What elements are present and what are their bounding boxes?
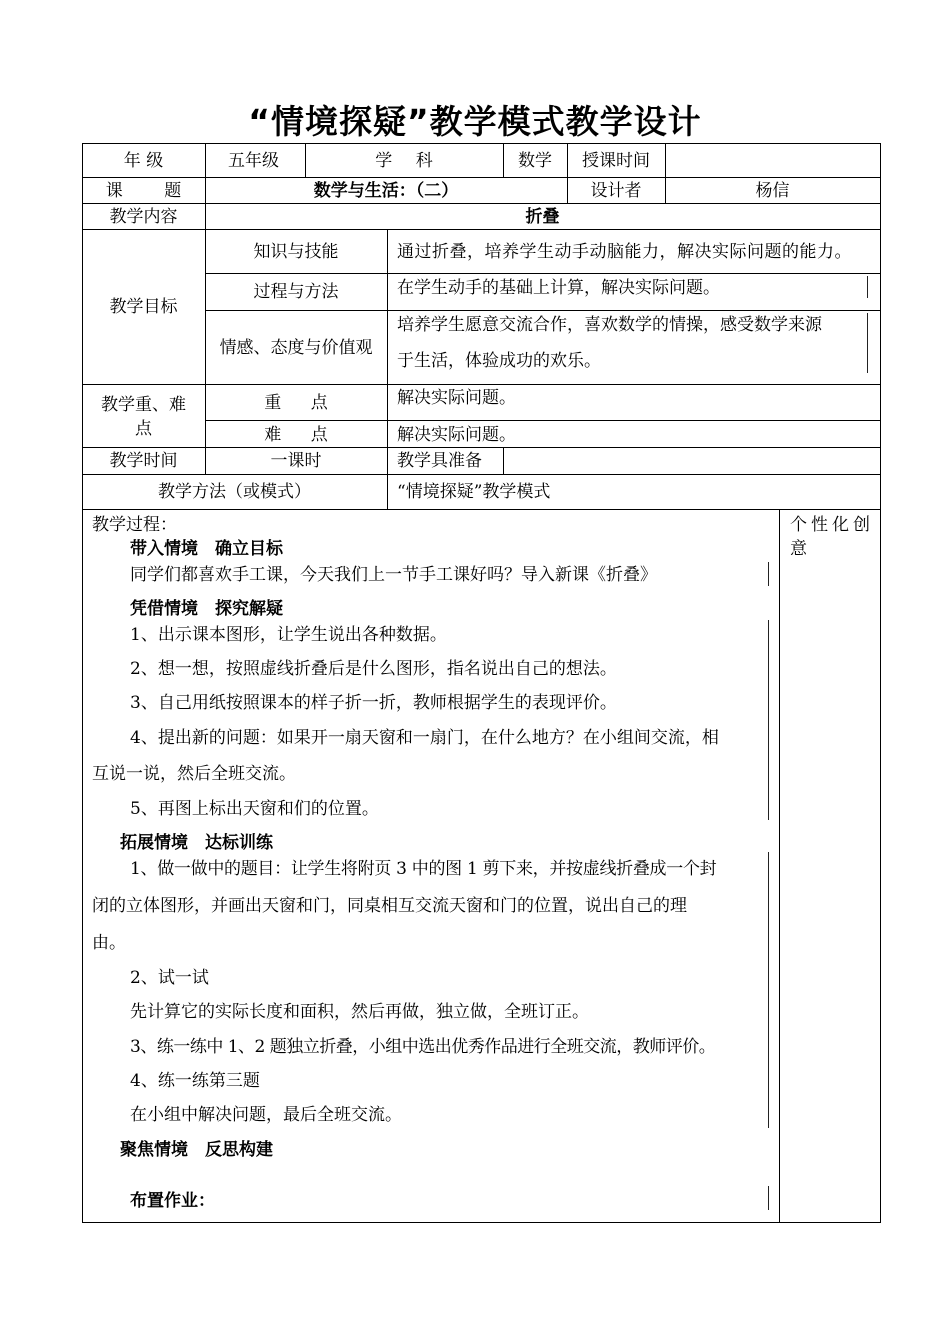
paragraph: 先计算它的实际长度和面积，然后再做，独立做，全班订正。 bbox=[130, 1002, 589, 1022]
table-border-top bbox=[82, 143, 881, 144]
homework-label: 布置作业： bbox=[130, 1191, 215, 1211]
paragraph: 1、出示课本图形，让学生说出各种数据。 bbox=[130, 625, 447, 645]
content-label: 教学内容 bbox=[109, 207, 178, 227]
paragraph: 3、自己用纸按照课本的样子折一折，教师根据学生的表现评价。 bbox=[130, 693, 617, 713]
subject-value: 数学 bbox=[518, 151, 552, 171]
paragraph: 5、再图上标出天窗和们的位置。 bbox=[130, 799, 379, 819]
section-heading: 聚焦情境 反思构建 bbox=[120, 1140, 273, 1160]
method-label: 教学方法（或模式） bbox=[158, 482, 311, 502]
row-divider bbox=[82, 384, 881, 385]
focus-label: 重 点 bbox=[264, 393, 328, 413]
objective-emotion-text-2: 于生活，体验成功的欢乐。 bbox=[397, 351, 601, 371]
paragraph: 1、做一做中的题目：让学生将附页 3 中的图 1 剪下来，并按虚线折叠成一个封 bbox=[130, 859, 717, 879]
table-border-right bbox=[880, 143, 881, 1223]
objective-process-text: 在学生动手的基础上计算，解决实际问题。 bbox=[397, 278, 720, 298]
objective-emotion-label: 情感、态度与价值观 bbox=[219, 338, 373, 358]
objectives-label: 教学目标 bbox=[109, 297, 178, 317]
subject-label: 学 科 bbox=[375, 151, 433, 171]
paragraph: 同学们都喜欢手工课，今天我们上一节手工课好吗？导入新课《折叠》 bbox=[130, 565, 657, 585]
creative-notes-label-1: 个性化创 bbox=[790, 515, 874, 535]
paragraph: 在小组中解决问题，最后全班交流。 bbox=[130, 1105, 402, 1125]
margin-mark bbox=[867, 276, 868, 298]
section-heading: 带入情境 确立目标 bbox=[130, 539, 283, 559]
page-title: “情境探疑”教学模式教学设计 bbox=[248, 102, 702, 141]
creative-notes-label-2: 意 bbox=[790, 539, 807, 559]
col-divider bbox=[503, 447, 504, 474]
objective-process-label: 过程与方法 bbox=[253, 282, 339, 302]
row-divider bbox=[205, 420, 881, 421]
paragraph: 3、练一练中 1、2 题独立折叠，小组中选出优秀作品进行全班交流，教师评价。 bbox=[130, 1037, 716, 1057]
row-divider bbox=[82, 203, 881, 204]
paragraph: 4、练一练第三题 bbox=[130, 1071, 260, 1091]
paragraph: 由。 bbox=[92, 933, 126, 953]
row-divider bbox=[205, 273, 881, 274]
paragraph: 互说一说，然后全班交流。 bbox=[92, 764, 296, 784]
lesson-time-value: 一课时 bbox=[270, 451, 322, 471]
content-value: 折叠 bbox=[525, 207, 560, 227]
margin-mark bbox=[768, 620, 769, 820]
topic-value: 数学与生活：（二） bbox=[313, 181, 459, 201]
objective-emotion-text-1: 培养学生愿意交流合作，喜欢数学的情操，感受数学来源 bbox=[397, 315, 822, 335]
process-label: 教学过程： bbox=[92, 515, 177, 535]
col-divider bbox=[387, 229, 388, 510]
designer-label: 设计者 bbox=[590, 181, 642, 201]
keypoints-label-1: 教学重、难 bbox=[101, 395, 186, 415]
grade-label: 年 级 bbox=[123, 151, 164, 171]
objective-knowledge-text: 通过折叠，培养学生动手动脑能力，解决实际问题的能力。 bbox=[397, 242, 852, 262]
paragraph: 2、试一试 bbox=[130, 968, 209, 988]
designer-value: 杨信 bbox=[755, 181, 790, 201]
table-border-bottom bbox=[82, 1222, 881, 1223]
paragraph: 4、提出新的问题：如果开一扇天窗和一扇门，在什么地方？在小组间交流，相 bbox=[130, 728, 719, 748]
lesson-time-label: 教学时间 bbox=[109, 451, 178, 471]
margin-mark bbox=[768, 1186, 769, 1210]
row-divider bbox=[82, 474, 881, 475]
margin-mark bbox=[867, 313, 868, 373]
teaching-tools-label: 教学具准备 bbox=[397, 451, 482, 471]
paragraph: 闭的立体图形，并画出天窗和门，同桌相互交流天窗和门的位置，说出自己的理 bbox=[92, 896, 687, 916]
margin-mark bbox=[768, 562, 769, 586]
section-heading: 拓展情境 达标训练 bbox=[120, 833, 273, 853]
time-label: 授课时间 bbox=[582, 151, 650, 171]
row-divider bbox=[82, 229, 881, 230]
grade-value: 五年级 bbox=[228, 151, 279, 171]
section-heading: 凭借情境 探究解疑 bbox=[130, 599, 283, 619]
difficulty-label: 难 点 bbox=[264, 425, 328, 445]
paragraph: 2、想一想，按照虚线折叠后是什么图形，指名说出自己的想法。 bbox=[130, 659, 617, 679]
keypoints-label-2: 点 bbox=[135, 419, 152, 439]
col-divider bbox=[779, 509, 780, 1223]
topic-label: 课 题 bbox=[105, 181, 182, 201]
margin-mark bbox=[768, 852, 769, 1128]
focus-text: 解决实际问题。 bbox=[397, 388, 516, 408]
row-divider bbox=[82, 509, 881, 510]
method-value: “情境探疑”教学模式 bbox=[397, 482, 551, 502]
objective-knowledge-label: 知识与技能 bbox=[253, 242, 339, 262]
row-divider bbox=[205, 310, 881, 311]
row-divider bbox=[82, 177, 881, 178]
row-divider bbox=[82, 447, 881, 448]
difficulty-text: 解决实际问题。 bbox=[397, 425, 516, 445]
